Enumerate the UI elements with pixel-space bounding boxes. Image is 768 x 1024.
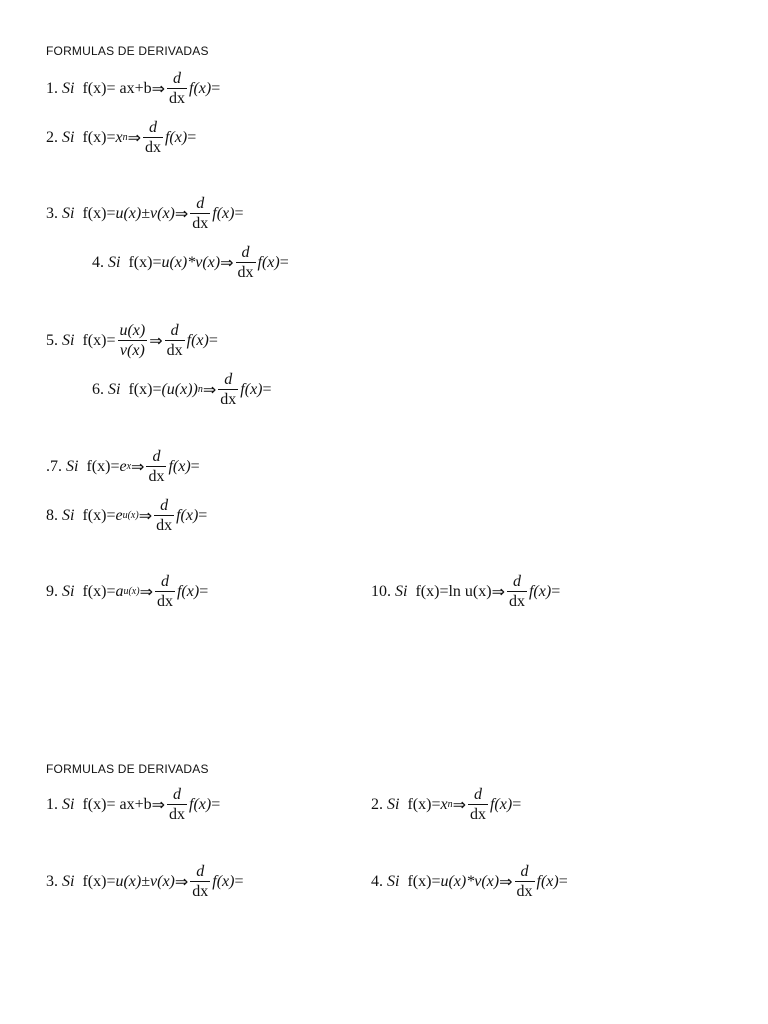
quotient-fraction: $\frac{u(x)}{v(x)}$ [119, 322, 146, 359]
function-rhs: x [115, 129, 123, 146]
implies-symbol: ⇒ [127, 130, 141, 147]
exponent: n [447, 799, 453, 810]
formula-8: 8. Si f(x) = e u(x) ⇒ $\frac{d}{dx}$ f(x) = [46, 497, 208, 534]
function-label: f(x) [415, 583, 440, 600]
formula-number: 4. [371, 873, 383, 890]
implies-symbol: ⇒ [139, 584, 153, 601]
formula-1-repeat: 1. Si f(x) = ax+b ⇒ $\frac{d}{dx}$ f(x) = [46, 786, 221, 823]
formula-4-repeat: 4. Si f(x) = u(x)*v(x) ⇒ $\frac{d}{dx}$ f(x) = [371, 863, 568, 900]
derivative-operator: $\frac{d}{dx}$ [166, 322, 183, 359]
derivative-operator: $\frac{d}{dx}$ [148, 448, 165, 485]
derivative-target: f(x) [257, 254, 280, 271]
derivative-operator: $\frac{d}{dx}$ [516, 863, 533, 900]
function-label: f(x) [82, 332, 107, 349]
derivative-operator: $\frac{d}{dx}$ [192, 195, 209, 232]
formula-3: 3. Si f(x) = u(x)±v(x) ⇒ $\frac{d}{dx}$ f(x) = [46, 195, 244, 232]
function-label: f(x) [82, 205, 107, 222]
si-label: Si [62, 796, 75, 813]
function-label: f(x) [82, 129, 107, 146]
function-rhs: u(x)*v(x) [161, 254, 221, 271]
function-rhs: a [115, 583, 124, 600]
function-rhs: e [119, 458, 127, 475]
formula-3-repeat: 3. Si f(x) = u(x)±v(x) ⇒ $\frac{d}{dx}$ f(x) = [46, 863, 244, 900]
formula-number: .7. [46, 458, 62, 475]
function-rhs: ax+b [119, 80, 152, 97]
implies-symbol: ⇒ [452, 797, 466, 814]
si-label: Si [62, 507, 75, 524]
derivative-target: f(x) [240, 381, 263, 398]
formula-6: 6. Si f(x) = (u(x)) n ⇒ $\frac{d}{dx}$ f(x) = [92, 371, 272, 408]
si-label: Si [108, 254, 121, 271]
function-rhs: u(x)±v(x) [115, 873, 175, 890]
function-label: f(x) [86, 458, 111, 475]
si-label: Si [66, 458, 79, 475]
section-heading: FORMULAS DE DERIVADAS [46, 762, 209, 776]
function-rhs: u(x)*v(x) [440, 873, 500, 890]
si-label: Si [62, 873, 75, 890]
exponent: u(x) [122, 510, 139, 521]
derivative-operator: $\frac{d}{dx}$ [144, 119, 161, 156]
function-rhs: ln u(x) [448, 583, 492, 600]
formula-2: 2. Si f(x) = x n ⇒ $\frac{d}{dx}$ f(x) = [46, 119, 197, 156]
si-label: Si [108, 381, 121, 398]
exponent: n [122, 132, 128, 143]
function-label: f(x) [128, 381, 153, 398]
function-label: f(x) [128, 254, 153, 271]
derivative-operator: $\frac{d}{dx}$ [192, 863, 209, 900]
function-rhs: (u(x)) [161, 381, 198, 398]
implies-symbol: ⇒ [151, 81, 165, 98]
si-label: Si [62, 129, 75, 146]
formula-4: 4. Si f(x) = u(x)*v(x) ⇒ $\frac{d}{dx}$ f(x) = [92, 244, 289, 281]
derivative-target: f(x) [212, 873, 235, 890]
function-label: f(x) [82, 796, 107, 813]
formula-10: 10. Si f(x) = ln u(x) ⇒ $\frac{d}{dx}$ f(x) = [371, 573, 561, 610]
formula-number: 1. [46, 796, 58, 813]
exponent: x [126, 461, 132, 472]
implies-symbol: ⇒ [174, 206, 189, 223]
si-label: Si [387, 873, 400, 890]
formula-7: .7. Si f(x) = e x ⇒ $\frac{d}{dx}$ f(x) = [46, 448, 200, 485]
derivative-target: f(x) [168, 458, 191, 475]
exponent: n [197, 384, 203, 395]
formula-number: 6. [92, 381, 104, 398]
si-label: Si [62, 583, 75, 600]
section-heading: FORMULAS DE DERIVADAS [46, 44, 209, 58]
derivative-target: f(x) [164, 129, 188, 146]
si-label: Si [62, 80, 75, 97]
function-label: f(x) [82, 873, 107, 890]
formula-1: 1. Si f(x) = ax+b ⇒ $\frac{d}{dx}$ f(x) = [46, 70, 221, 107]
implies-symbol: ⇒ [220, 255, 234, 272]
derivative-target: f(x) [189, 796, 212, 813]
function-rhs: x [440, 796, 448, 813]
implies-symbol: ⇒ [499, 874, 513, 891]
formula-number: 2. [46, 129, 58, 146]
function-rhs: u(x)±v(x) [115, 205, 175, 222]
implies-symbol: ⇒ [151, 797, 165, 814]
derivative-operator: $\frac{d}{dx}$ [469, 786, 486, 823]
formula-2-repeat: 2. Si f(x) = x n ⇒ $\frac{d}{dx}$ f(x) = [371, 786, 522, 823]
implies-symbol: ⇒ [149, 333, 163, 350]
derivative-operator: $\frac{d}{dx}$ [508, 573, 525, 610]
formula-number: 2. [371, 796, 383, 813]
si-label: Si [387, 796, 400, 813]
implies-symbol: ⇒ [174, 874, 189, 891]
function-label: f(x) [82, 80, 107, 97]
function-label: f(x) [82, 583, 107, 600]
implies-symbol: ⇒ [131, 459, 145, 476]
function-label: f(x) [407, 873, 432, 890]
derivative-target: f(x) [176, 507, 199, 524]
derivative-target: f(x) [212, 205, 235, 222]
function-label: f(x) [82, 507, 107, 524]
formula-number: 4. [92, 254, 104, 271]
derivative-operator: $\frac{d}{dx}$ [220, 371, 237, 408]
exponent: u(x) [123, 586, 140, 597]
derivative-target: f(x) [528, 583, 552, 600]
implies-symbol: ⇒ [202, 382, 217, 399]
derivative-operator: $\frac{d}{dx}$ [156, 497, 173, 534]
derivative-target: f(x) [536, 873, 559, 890]
si-label: Si [62, 205, 75, 222]
si-label: Si [62, 332, 75, 349]
derivative-operator: $\frac{d}{dx}$ [156, 573, 173, 610]
function-label: f(x) [407, 796, 432, 813]
formula-5: 5. Si f(x) = $\frac{u(x)}{v(x)}$ ⇒ $\frac{d}{dx}$ f(x) = [46, 322, 218, 359]
formula-number: 8. [46, 507, 58, 524]
derivative-operator: $\frac{d}{dx}$ [169, 786, 185, 823]
formula-number: 10. [371, 583, 391, 600]
si-label: Si [395, 583, 408, 600]
formula-number: 5. [46, 332, 58, 349]
derivative-target: f(x) [186, 332, 209, 349]
formula-number: 1. [46, 80, 58, 97]
function-rhs: e [115, 507, 123, 524]
implies-symbol: ⇒ [138, 508, 153, 525]
derivative-target: f(x) [189, 80, 212, 97]
implies-symbol: ⇒ [491, 584, 505, 601]
formula-9: 9. Si f(x) = a u(x) ⇒ $\frac{d}{dx}$ f(x) = [46, 573, 209, 610]
formula-number: 9. [46, 583, 58, 600]
formula-number: 3. [46, 873, 58, 890]
derivative-operator: $\frac{d}{dx}$ [169, 70, 185, 107]
formula-number: 3. [46, 205, 58, 222]
derivative-operator: $\frac{d}{dx}$ [237, 244, 254, 281]
derivative-target: f(x) [176, 583, 200, 600]
derivative-target: f(x) [489, 796, 513, 813]
function-rhs: ax+b [119, 796, 152, 813]
